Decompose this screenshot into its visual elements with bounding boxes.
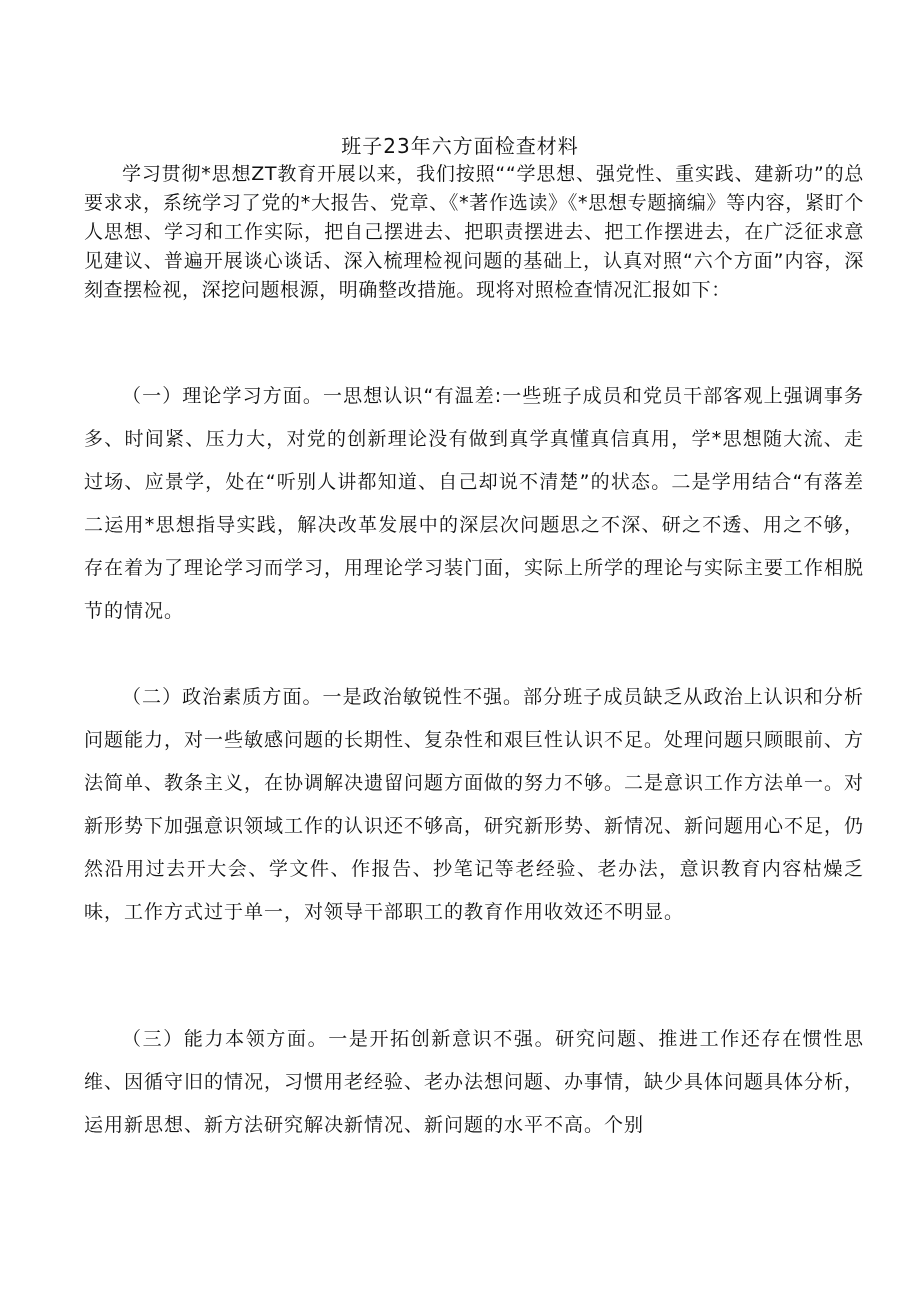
intro-paragraph: 学习贯彻*思想ZT教育开展以来，我们按照““学思想、强党性、重实践、建新功”的总要求求，系统学习了党的*大报告、党章、《*著作选读》《*思想专题摘编》等内容，紧盯个人思想、学习和工作实际，把自己摆进去、把职责摆进去、把工作摆进去，在广泛征求意见建议、普遍开展谈心谈话、深入梳理检视问题的基础上，认真对照“六个方面”内容，深刻查摆检视，深挖问题根源，明确整改措施。现将对照检查情况汇报如下： bbox=[84, 163, 864, 301]
section-political-quality-paragraph: （二）政治素质方面。一是政治敏锐性不强。部分班子成员缺乏从政治上认识和分析问题能力，对一些敏感问题的长期性、复杂性和艰巨性认识不足。处理问题只顾眼前、方法简单、教条主义，在协调解决遗留问题方面做的努力不够。二是意识工作方法单一。对新形势下加强意识领域工作的认识还不够高，研究新形势、新情况、新问题用心不足，仍然沿用过去开大会、学文件、作报告、抄笔记等老经验、老办法，意识教育内容枯燥乏味，工作方式过于单一，对领导干部职工的教育作用收效还不明显。 bbox=[84, 686, 865, 923]
document-title: 班子23年六方面检查材料 bbox=[341, 134, 579, 158]
section-theory-study-paragraph: （一）理论学习方面。一思想认识“有温差:一些班子成员和党员干部客观上强调事务多、时间紧、压力大，对党的创新理论没有做到真学真懂真信真用，学*思想随大流、走过场、应景学，处在“听别人讲都知道、自己却说不清楚”的状态。二是学用结合“有落差二运用*思想指导实践，解决改革发展中的深层次问题思之不深、研之不透、用之不够，存在着为了理论学习而学习，用理论学习装门面，实际上所学的理论与实际主要工作相脱节的情况。 bbox=[84, 385, 865, 622]
section-ability-paragraph: （三）能力本领方面。一是开拓创新意识不强。研究问题、推进工作还存在惯性思维、因循守旧的情况，习惯用老经验、老办法想问题、办事情，缺少具体问题具体分析，运用新思想、新方法研究解决新情况、新问题的水平不高。个别 bbox=[84, 1028, 865, 1136]
